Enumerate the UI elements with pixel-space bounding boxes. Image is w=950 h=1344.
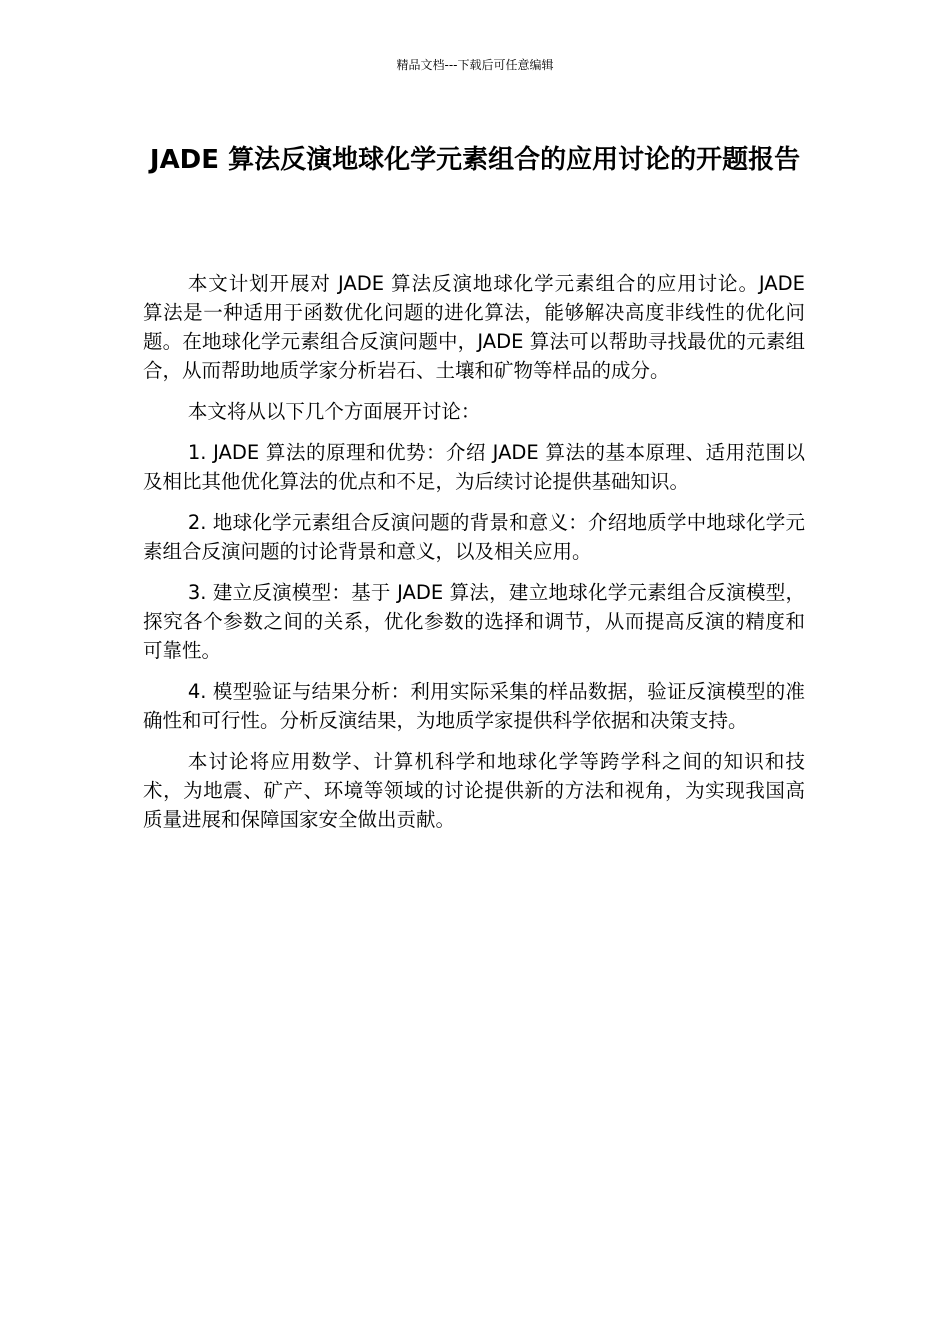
document-title: JADE 算法反演地球化学元素组合的应用讨论的开题报告 bbox=[149, 145, 801, 175]
list-item-2: 2. 地球化学元素组合反演问题的背景和意义：介绍地质学中地球化学元素组合反演问题的讨论背景和意义，以及相关应用。 bbox=[143, 511, 805, 563]
list-item-1: 1. JADE 算法的原理和优势：介绍 JADE 算法的基本原理、适用范围以及相比其他优化算法的优点和不足，为后续讨论提供基础知识。 bbox=[143, 441, 805, 493]
intro-paragraph: 本文计划开展对 JADE 算法反演地球化学元素组合的应用讨论。JADE 算法是一种适用于函数优化问题的进化算法，能够解决高度非线性的优化问题。在地球化学元素组合反演问题中，JADE 算法可以帮助寻找最优的元素组合，从而帮助地质学家分析岩石、土壤和矿物等样品的成分。 bbox=[143, 272, 805, 382]
header-note: 精品文档---下载后可任意编辑 bbox=[396, 58, 554, 72]
list-item-4: 4. 模型验证与结果分析：利用实际采集的样品数据，验证反演模型的准确性和可行性。分析反演结果，为地质学家提供科学依据和决策支持。 bbox=[143, 680, 805, 732]
list-item-3: 3. 建立反演模型：基于 JADE 算法，建立地球化学元素组合反演模型，探究各个参数之间的关系，优化参数的选择和调节，从而提高反演的精度和可靠性。 bbox=[143, 581, 805, 662]
conclusion-paragraph: 本讨论将应用数学、计算机科学和地球化学等跨学科之间的知识和技术，为地震、矿产、环境等领域的讨论提供新的方法和视角，为实现我国高质量进展和保障国家安全做出贡献。 bbox=[143, 750, 805, 831]
outline-intro-paragraph: 本文将从以下几个方面展开讨论： bbox=[187, 400, 481, 423]
document-body bbox=[143, 269, 805, 846]
